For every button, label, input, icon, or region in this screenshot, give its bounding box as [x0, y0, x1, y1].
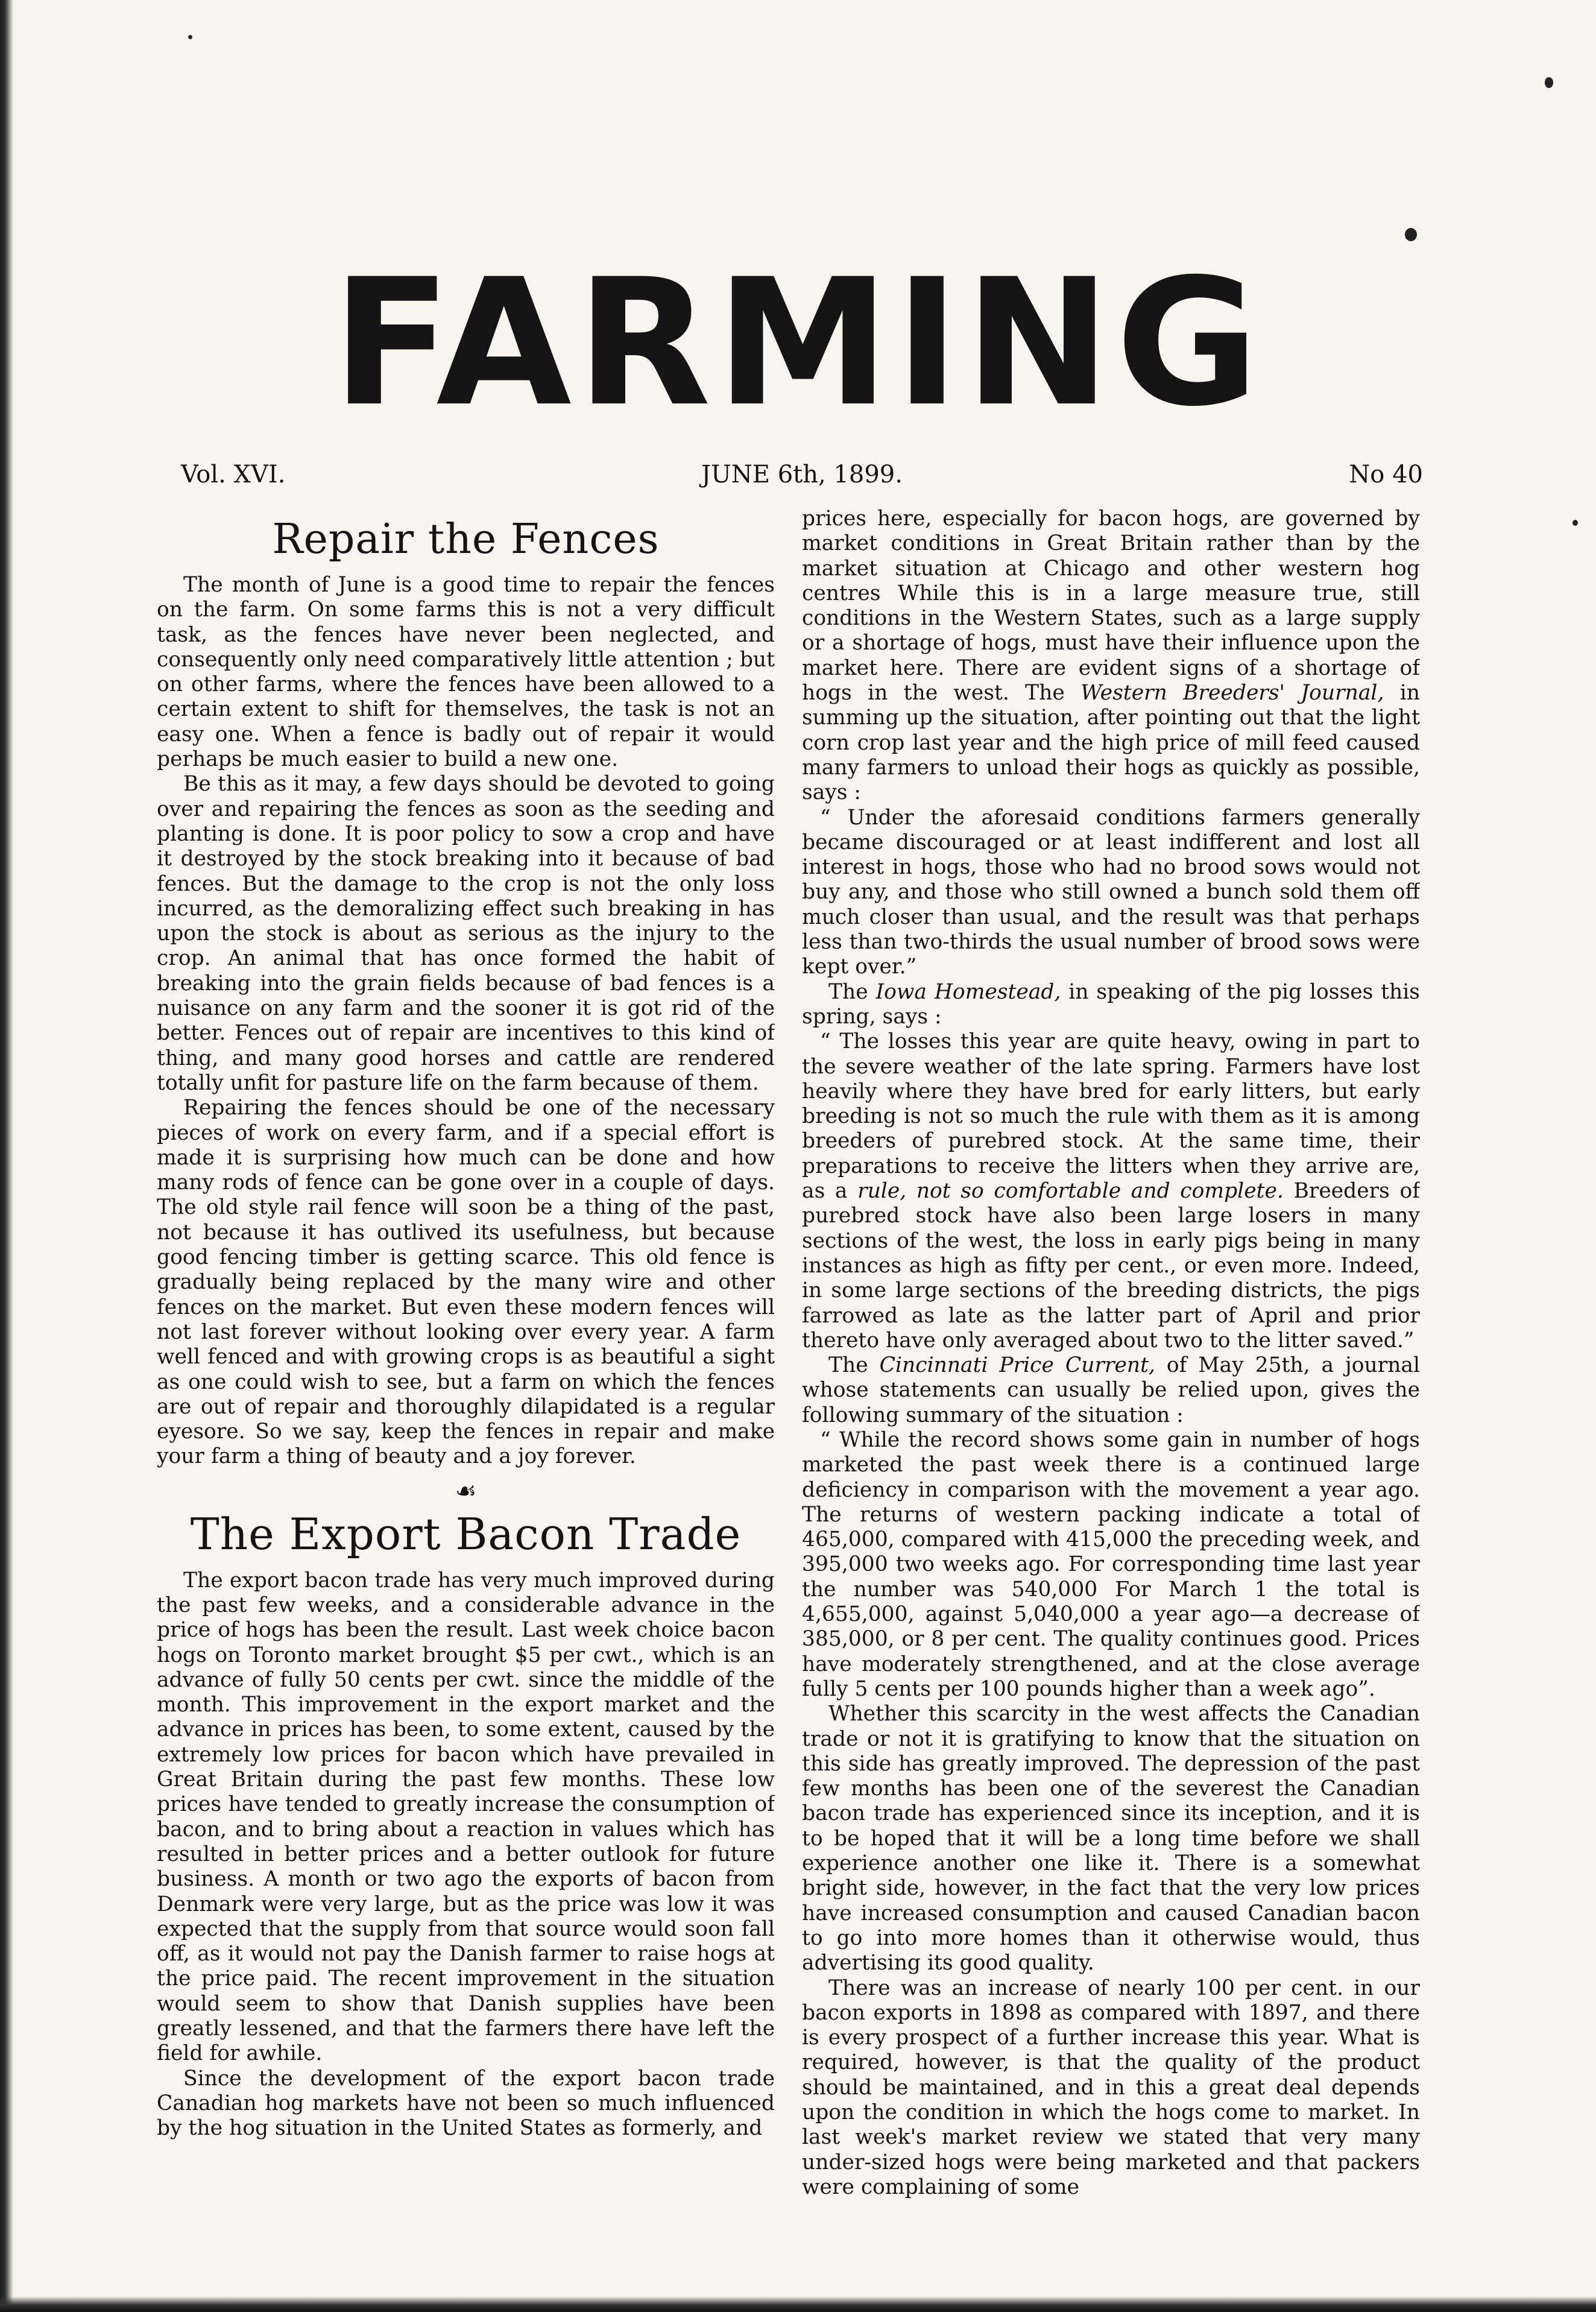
- journal-name: Western Breeders' Journal,: [1080, 681, 1384, 706]
- text-run: The: [828, 1353, 868, 1378]
- text-run: prices here, especially for bacon hogs, are governed by market conditions in Great Britain rather than by the market situation at Chicago and other western hog centres While this is in a large measure true, still conditions in the Western States, such as a large supply or a shortage of hogs, must have their influence upon the market here. There are evident signs of a shortage of hogs in the west. The: [802, 507, 1420, 706]
- scan-speck: [1572, 520, 1578, 526]
- bacon-continued-paragraph: Whether this scarcity in the west affects the Canadian trade or not it is gratifying to know that the situation on this side has greatly improved. The depression of the past few months has been one of the severest the Canadian bacon trade has experienced since its inception, and it is to be hoped that it will be a long time before we shall experience another one like it. There is a somewhat bright side, however, in the fact that the very low prices have increased consumption and caused Canadian bacon to go into more homes than it otherwise would, thus advertising its good quality.: [802, 1702, 1420, 1976]
- text-run: in summing up the situation, after pointing out that the light corn crop last year and the high price of mill feed caused many farmers to unload their hogs as quickly as possible, says :: [802, 681, 1420, 805]
- scan-speck: [188, 35, 192, 39]
- italic-phrase: rule, not so comfortable and complete.: [857, 1179, 1284, 1204]
- fences-paragraph: Repairing the fences should be one of the necessary pieces of work on every farm, and if a special effort is made it is surprising how much can be done and how many rods of fence can be gone over in a couple of days. The old style rail fence will soon be a thing of the past, not because it has outlived its usefulness, but because good fencing timber is getting scarce. This old fence is gradually being replaced by the many wire and other fences on the market. But even these modern fences will not last forever without looking over every year. A farm well fenced and with growing crops is as beautiful a sight as one could wish to see, but a farm on which the fences are out of repair and thoroughly dilapidated is a regular eyesore. So we say, keep the fences in repair and make your farm a thing of beauty and a joy forever.: [157, 1096, 775, 1469]
- text-run: of May 25th, a journal whose statements can usually be relied upon, gives the following summary of the situation :: [802, 1353, 1420, 1427]
- scan-edge-bottom: [0, 2296, 1596, 2312]
- right-column: [802, 507, 1420, 2243]
- journal-name: Cincinnati Price Current,: [879, 1353, 1155, 1378]
- text-run: “ The losses this year are quite heavy, owing in part to the severe weather of the late spring. Farmers have lost heavily where they have bred for early litters, but early breeding is not so much the rule with them as it is among breeders of purebred stock. At the same time, their preparations to receive the litters when they arrive are, as a: [802, 1029, 1420, 1204]
- bacon-paragraph: The export bacon trade has very much improved during the past few weeks, and a considerable advance in the price of hogs has been the result. Last week choice bacon hogs on Toronto market brought $5 per cwt., which is an advance of fully 50 cents per cwt. since the middle of the month. This improvement in the export market and the advance in prices has been, to some extent, caused by the extremely low prices for bacon which have prevailed in Great Britain during the past few months. These low prices have tended to greatly increase the consumption of bacon, and to bring about a reaction in values which has resulted in better prices and a better outlook for future business. A month or two ago the exports of bacon from Denmark were very large, but as the price was low it was expected that the supply from that source would soon fall off, as it would not pay the Danish farmer to raise hogs at the price paid. The recent improvement in the situation would seem to show that Danish supplies have been greatly lessened, and that the farmers there have left the field for awhile.: [157, 1568, 775, 2066]
- issue-line: [181, 460, 1423, 490]
- masthead-title: FARMING: [332, 242, 1264, 445]
- quotation-paragraph: “ While the record shows some gain in number of hogs marketed the past week there is a continued large deficiency in comparison with the movement a year ago. The returns of western packing indicate a total of 465,000, compared with 415,000 the preceding week, and 395,000 two weeks ago. For corresponding time last year the number was 540,000 For March 1 the total is 4,655,000, against 5,040,000 a year ago—a decrease of 385,000, or 8 per cent. The quality continues good. Prices have moderately strengthened, and at the close average fully 5 cents per 100 pounds higher than a week ago”.: [802, 1427, 1420, 1701]
- bacon-continued-paragraph: [802, 980, 1420, 1030]
- bacon-continued-paragraph: [802, 507, 1420, 806]
- issue-number: No 40: [1349, 461, 1423, 488]
- bacon-paragraph: Since the development of the export bacon trade Canadian hog markets have not been so much influenced by the hog situation in the United States as formerly, and: [157, 2066, 775, 2141]
- text-run: in speaking of the pig losses this spring, says :: [802, 979, 1420, 1029]
- article-heading-fences: Repair the Fences: [272, 516, 660, 563]
- section-ornament: ☙: [455, 1477, 477, 1505]
- scan-speck: [1545, 77, 1553, 88]
- fences-paragraph: The month of June is a good time to repair the fences on the farm. On some farms this is not a very difficult task, as the fences have never been neglected, and consequently only need comparatively little attention ; but on other farms, where the fences have been allowed to a certain extent to shift for themselves, the task is not an easy one. When a fence is badly out of repair it would perhaps be much easier to build a new one.: [157, 573, 775, 772]
- text-run: Breeders of purebred stock have also been large losers in many sections of the west, the loss in early pigs being in many instances as high as fifty per cent., or even more. Indeed, in some large sections of the breeding districts, the pigs farrowed as late as the latter part of April and prior thereto have only averaged about two to the litter saved.”: [802, 1179, 1420, 1353]
- quotation-paragraph: “ Under the aforesaid conditions farmers generally became discouraged or at least indifferent and lost all interest in hogs, those who had no brood sows would not buy any, and those who still owned a bunch sold them off much closer than usual, and the result was that perhaps less than two-thirds the usual number of brood sows were kept over.”: [802, 805, 1420, 979]
- bacon-continued-paragraph: There was an increase of nearly 100 per cent. in our bacon exports in 1898 as compared with 1897, and there is every prospect of a further increase this year. What is required, however, is that the quality of the product should be maintained, and in this a great deal depends upon the condition in which the hogs come to market. In last week's market review we stated that very many under-sized hogs were being marketed and that packers were complaining of some: [802, 1976, 1420, 2199]
- journal-name: Iowa Homestead,: [875, 979, 1061, 1004]
- left-column: [157, 507, 775, 2243]
- scan-speck: [1405, 228, 1417, 241]
- issue-date: JUNE 6th, 1899.: [701, 461, 903, 488]
- text-run: The: [828, 979, 868, 1004]
- article-heading-bacon: The Export Bacon Trade: [190, 1508, 742, 1559]
- volume-number: Vol. XVI.: [181, 461, 286, 488]
- bacon-continued-paragraph: [802, 1353, 1420, 1428]
- quotation-paragraph: [802, 1029, 1420, 1353]
- fences-paragraph: Be this as it may, a few days should be devoted to going over and repairing the fences as soon as the seeding and planting is done. It is poor policy to sow a crop and have it destroyed by the stock breaking into it because of bad fences. But the damage to the crop is not the only loss incurred, as the demoralizing effect such breaking in has upon the stock is about as serious as the injury to the crop. An animal that has once formed the habit of breaking into the grain fields because of bad fences is a nuisance on any farm and the sooner it is got rid of the better. Fences out of repair are incentives to this kind of thing, and many good horses and cattle are rendered totally unfit for pasture life on the farm because of them.: [157, 772, 775, 1095]
